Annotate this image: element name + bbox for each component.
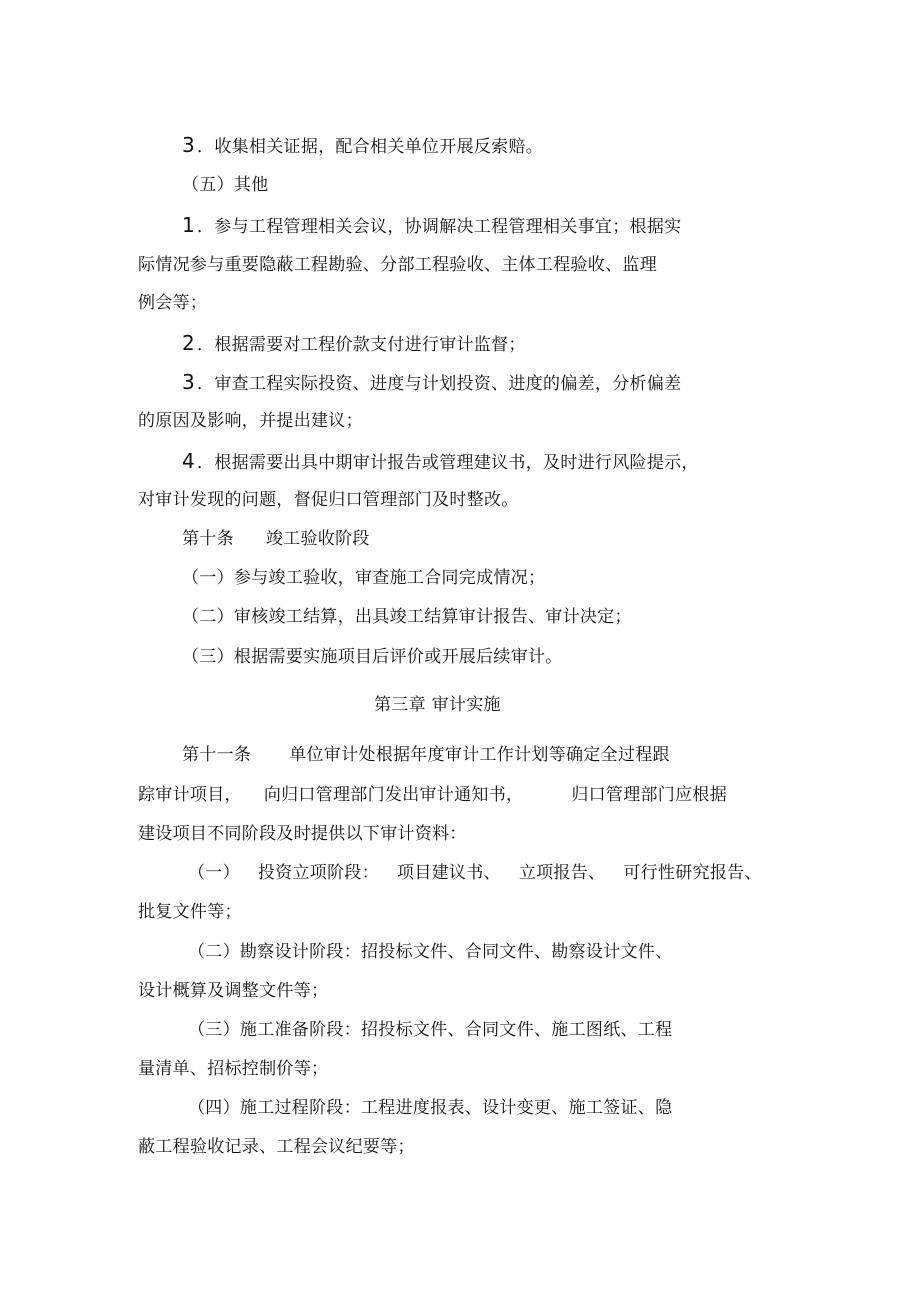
section-heading: （五）其他 — [182, 175, 269, 195]
article-number: 第十条 — [182, 529, 234, 549]
list-item — [188, 862, 762, 884]
paragraph-line — [182, 744, 670, 766]
list-item: （一）参与竣工验收，审查施工合同完成情况； — [182, 568, 546, 588]
line-text: 投资立项阶段： — [257, 863, 380, 883]
paragraph-line: 蔽工程验收记录、工程会议纪要等； — [138, 1137, 415, 1157]
article-heading — [182, 528, 370, 550]
line-text: 立项报告、 — [518, 863, 606, 883]
paragraph-line — [182, 332, 526, 356]
line-text: 单位审计处根据年度审计工作计划等确定全过程跟 — [289, 745, 670, 765]
item-number: 3 — [182, 133, 196, 157]
paragraph-line: 的原因及影响，并提出建议； — [138, 411, 363, 431]
paragraph-line — [182, 134, 543, 158]
article-number: 第十一条 — [182, 745, 252, 765]
item-number: 1 — [182, 213, 196, 237]
paragraph-line: 批复文件等； — [138, 902, 242, 922]
item-number: 3 — [182, 370, 196, 394]
list-item: （三）根据需要实施项目后评价或开展后续审计。 — [182, 647, 563, 667]
line-text: ．参与工程管理相关会议，协调解决工程管理相关事宜；根据实 — [197, 217, 682, 237]
paragraph-line — [182, 214, 681, 238]
line-text: ．根据需要出具中期审计报告或管理建议书，及时进行风险提示， — [197, 453, 699, 473]
list-item: （四）施工过程阶段：工程进度报表、设计变更、施工签证、隐 — [188, 1098, 673, 1118]
item-number: 2 — [182, 331, 196, 355]
line-text: 项目建议书、 — [397, 863, 501, 883]
line-text: ．审查工程实际投资、进度与计划投资、进度的偏差，分析偏差 — [197, 374, 682, 394]
line-text: ．根据需要对工程价款支付进行审计监督； — [197, 335, 526, 355]
paragraph-line: 际情况参与重要隐蔽工程勘验、分部工程验收、主体工程验收、监理 — [138, 255, 657, 275]
paragraph-line: 量清单、招标控制价等； — [138, 1059, 329, 1079]
paragraph-line: 建设项目不同阶段及时提供以下审计资料： — [138, 824, 467, 844]
item-number: 4 — [182, 449, 196, 473]
list-item: （二）勘察设计阶段：招投标文件、合同文件、勘察设计文件、 — [188, 942, 673, 962]
paragraph-line — [182, 450, 699, 474]
paragraph-line: 设计概算及调整文件等； — [138, 981, 329, 1001]
article-title: 竣工验收阶段 — [265, 529, 370, 549]
line-text: ．收集相关证据，配合相关单位开展反索赔。 — [197, 137, 544, 157]
line-text: （一） — [188, 863, 240, 883]
line-text: 踪审计项目， — [138, 785, 242, 805]
chapter-title: 第三章 审计实施 — [374, 695, 501, 715]
line-text: 归口管理部门应根据 — [571, 785, 728, 805]
paragraph-line: 对审计发现的问题，督促归口管理部门及时整改。 — [138, 490, 519, 510]
list-item: （三）施工准备阶段：招投标文件、合同文件、施工图纸、工程 — [188, 1020, 673, 1040]
paragraph-line: 例会等； — [138, 293, 208, 313]
line-text: 可行性研究报告、 — [623, 863, 762, 883]
line-text: 向归口管理部门发出审计通知书， — [263, 785, 524, 805]
paragraph-line — [182, 371, 681, 395]
paragraph-line — [138, 784, 727, 806]
list-item: （二）审核竣工结算，出具竣工结算审计报告、审计决定； — [182, 607, 632, 627]
